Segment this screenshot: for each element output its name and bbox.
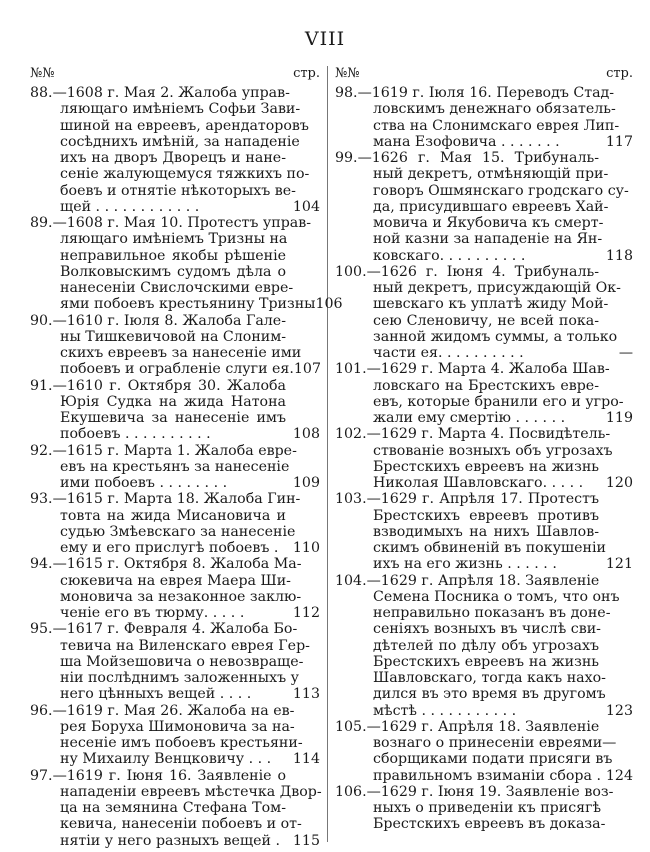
entry-line: 102.—1629 г. Марта 4. Посвидѣтель- xyxy=(335,426,611,443)
entry-line: ловскимъ денежнаго обязатель- xyxy=(373,101,616,118)
page-ref: 106 xyxy=(315,296,343,313)
entry-line: 106.—1629 г. Іюня 19. Заявленіе воз- xyxy=(335,783,614,800)
page-ref: 104 xyxy=(292,198,320,215)
entry-line: сеніе жалующемуся тяжкихъ по- xyxy=(60,166,310,183)
entry-text: жали ему смертію . . . . . . xyxy=(373,410,566,426)
entry-line: 90.—1610 г. Іюля 8. Жалоба Гале- xyxy=(30,312,286,329)
entry-line: моновича за незаконное заклю- xyxy=(60,588,302,605)
page-number: VIII xyxy=(304,28,346,50)
entry-line: боевъ и отнятіе нѣкоторыхъ ве- xyxy=(60,182,296,199)
entry-text: ими побоевъ . . . . . . . . xyxy=(60,475,228,491)
entry-line: 94.—1615 г. Октября 8. Жалоба Ма- xyxy=(30,556,302,573)
entry-line: кевича, нанесеніи побоевъ и от- xyxy=(60,816,302,833)
page-ref: 118 xyxy=(605,247,633,264)
entry-line: дился въ это время въ другомъ xyxy=(373,686,606,703)
column-divider xyxy=(327,66,328,842)
entry-line xyxy=(373,703,633,719)
entry-line xyxy=(60,605,320,621)
toc-entry xyxy=(30,491,320,556)
entry-line: неправильно показанъ въ доне- xyxy=(373,605,611,621)
entry-line: 101.—1629 г. Марта 4. Жалоба Шав- xyxy=(335,361,610,378)
entry-line: Брестскихъ евреевъ въ доказа- xyxy=(373,816,606,833)
entry-line xyxy=(60,686,320,702)
entry-line: 88.—1608 г. Мая 2. Жалоба управ- xyxy=(30,85,290,101)
toc-entry xyxy=(30,215,343,313)
entry-line xyxy=(373,410,633,426)
entry-line: тевича на Виленскаго еврея Гер- xyxy=(60,637,310,654)
entry-line: 93.—1615 г. Марта 18. Жалоба Гин- xyxy=(30,491,301,508)
page-ref: 124 xyxy=(605,767,633,784)
entry-line xyxy=(373,556,633,572)
entry-line xyxy=(373,134,633,150)
entry-line: неправильное якобы рѣшеніе xyxy=(60,247,286,264)
page-ref: 115 xyxy=(292,832,320,849)
entry-line: евъ, которые бранили его и угро- xyxy=(373,393,624,410)
entry-line xyxy=(60,540,320,556)
page-label: стр. xyxy=(293,66,320,81)
entry-line: мовича и Якубовича къ смерт- xyxy=(373,215,604,231)
entry-line: ный декретъ, отмѣняющій при- xyxy=(373,166,609,183)
entry-text: ями побоевъ крестьянину Тризны xyxy=(60,296,316,313)
entry-line: евъ на крестьянъ за нанесеніе xyxy=(60,458,290,475)
entry-line: 95.—1617 г. Февраля 4. Жалоба Бо- xyxy=(30,621,298,638)
entry-line: сборщиками подати присяги въ xyxy=(373,751,613,768)
page-ref: 113 xyxy=(292,686,320,703)
entry-line: ловскаго на Брестскихъ евре- xyxy=(373,377,599,394)
entry-line xyxy=(373,248,633,264)
entry-line: скихъ евреевъ за нанесеніе ими xyxy=(60,345,302,361)
entry-line: 105.—1629 г. Апрѣля 18. Заявленіе xyxy=(335,718,600,735)
toc-entry xyxy=(335,361,633,426)
toc-entry xyxy=(30,378,320,443)
number-label: №№ xyxy=(30,66,55,81)
toc-column-left xyxy=(30,66,343,849)
page-ref: 114 xyxy=(292,751,320,768)
entry-line: скимъ обвиненій въ покушеніи xyxy=(373,540,606,556)
entry-line: ны Тишкевичовой на Слоним- xyxy=(60,328,287,345)
entry-line: говоръ Ошмянскаго гродскаго су- xyxy=(373,182,629,199)
entry-line: ша Мойзешовича о невозвраще- xyxy=(60,653,304,670)
toc-entry xyxy=(30,621,320,702)
entry-line: Шавловскаго, тогда какъ нахо- xyxy=(373,670,606,686)
page-ref: 107 xyxy=(293,361,321,378)
entry-line xyxy=(60,426,320,442)
toc-entry xyxy=(335,719,633,784)
entry-line: да, присудившаго евреевъ Хай- xyxy=(373,198,609,215)
page-ref: 117 xyxy=(605,133,633,150)
entry-line: шиной на евреевъ, арендаторовъ xyxy=(60,117,309,134)
entry-line: Брестскихъ евреевъ на жизнь xyxy=(373,458,599,475)
entry-line: Волковыскимъ судомъ дѣла о xyxy=(60,263,286,280)
entry-line xyxy=(60,361,320,377)
toc-entry xyxy=(30,703,320,768)
toc-entry xyxy=(30,85,320,215)
entry-line: ный декретъ, присуждающій Ок- xyxy=(373,280,621,296)
entry-text: Николая Шавловскаго. . . . . xyxy=(373,475,584,491)
entry-line: 96.—1619 г. Мая 26. Жалоба на ев- xyxy=(30,702,295,719)
toc-entry xyxy=(335,784,633,833)
entry-text: правильномъ взиманіи сбора . xyxy=(373,767,601,784)
page-ref: 110 xyxy=(292,540,320,556)
entry-line xyxy=(60,751,320,767)
toc-entry xyxy=(30,313,320,378)
entry-line: занной жидомъ суммы, а только xyxy=(373,328,618,345)
column-header xyxy=(335,66,633,85)
entry-text: ченіе его въ тюрму. . . . . xyxy=(60,605,245,621)
entry-line xyxy=(373,345,633,361)
entry-line: нападеніи евреевъ мѣстечка Двор- xyxy=(60,783,322,800)
toc-entry xyxy=(335,85,633,150)
entry-line: несеніе имъ побоевъ крестьяни- xyxy=(60,735,303,751)
entry-line: 99.—1626 г. Мая 15. Трибуналь- xyxy=(335,150,599,166)
entry-line: 89.—1608 г. Мая 10. Протестъ управ- xyxy=(30,215,312,231)
page-label: стр. xyxy=(606,66,633,81)
toc-entry xyxy=(335,264,633,362)
entry-line: 100.—1626 г. Іюня 4. Трибуналь- xyxy=(335,263,599,280)
entry-line: товта на жида Мисановича и xyxy=(60,507,286,524)
entry-line: сосѣднихъ имѣній, за нападеніе xyxy=(60,133,300,150)
entry-line: ляющаго имѣніемъ Тризны на xyxy=(60,231,288,248)
entry-line: вознаго о принесеніи евреями— xyxy=(373,735,617,751)
entry-line: нанесеніи Свислочскими евре- xyxy=(60,280,294,296)
entry-line: 91.—1610 г. Октября 30. Жалоба xyxy=(30,377,286,394)
entry-line xyxy=(60,475,320,491)
entry-line: ныхъ о приведеніи къ присягѣ xyxy=(373,800,602,816)
toc-column-right xyxy=(335,66,633,833)
entry-line: ніи послѣднимъ заложенныхъ у xyxy=(60,670,299,686)
entry-line: ствованіе возныхъ объ угрозахъ xyxy=(373,442,613,459)
entry-line: 97.—1619 г. Іюня 16. Заявленіе о xyxy=(30,767,286,784)
entry-line: 98.—1619 г. Іюля 16. Переводъ Стад- xyxy=(335,85,615,101)
entry-line xyxy=(373,475,633,491)
entry-text: побоевъ и ограбленіе слуги ея. xyxy=(60,361,294,378)
entry-line xyxy=(60,296,343,313)
page-ref: 123 xyxy=(605,702,633,719)
entry-line: ляющаго имѣніемъ Софьи Зави- xyxy=(60,101,301,118)
entry-line xyxy=(373,768,633,784)
entry-line: Екушевича за нанесеніе имъ xyxy=(60,410,286,426)
entry-line: Брестскихъ евреевъ противъ xyxy=(373,507,599,524)
toc-entry xyxy=(335,426,633,491)
entry-line: судью Змѣевскаго за нанесеніе xyxy=(60,523,296,540)
entry-line: ихъ на дворъ Дворецъ и нане- xyxy=(60,150,286,166)
column-header xyxy=(30,66,320,85)
page-ref: 120 xyxy=(605,475,633,491)
entry-text: мѣстѣ . . . . . . . . . . . xyxy=(373,702,517,719)
entry-line: 104.—1629 г. Апрѣля 18. Заявленіе xyxy=(335,572,600,589)
toc-entry xyxy=(30,443,320,492)
entry-line: Брестскихъ евреевъ на жизнь xyxy=(373,653,599,670)
entry-line: 92.—1615 г. Марта 1. Жалоба евре- xyxy=(30,442,297,459)
entry-line: ца на земянина Стефана Том- xyxy=(60,800,286,816)
toc-entry xyxy=(335,491,633,572)
entry-line: взводимыхъ на нихъ Шавлов- xyxy=(373,523,599,540)
entry-text: ну Михаилу Венцковичу . . . xyxy=(60,751,272,768)
entry-line: Семена Посника о томъ, что онъ xyxy=(373,588,620,605)
page-ref: 108 xyxy=(292,426,320,443)
entry-line: ной казни за нападеніе на Ян- xyxy=(373,231,603,248)
entry-line: рея Боруха Шимоновича за на- xyxy=(60,718,295,735)
entry-text: ему и его прислугѣ побоевъ . xyxy=(60,540,279,556)
entry-text: мана Езофовича . . . . . . . xyxy=(373,133,560,150)
entry-text: ихъ на его жизнь . . . . . . xyxy=(373,556,557,573)
entry-line xyxy=(60,833,320,849)
entry-text: ковскаго. . . . . . . . . . xyxy=(373,247,526,264)
number-label: №№ xyxy=(335,66,360,81)
entry-text: щей . . . . . . . . . . . . xyxy=(60,198,200,215)
entry-line: дѣтелей по дѣлу объ угрозахъ xyxy=(373,637,599,654)
entry-line: сеніяхъ возныхъ въ числѣ сви- xyxy=(373,621,601,638)
toc-entry xyxy=(335,150,633,264)
page-ref: 119 xyxy=(605,410,633,426)
entry-line xyxy=(60,199,320,215)
entry-text: побоевъ . . . . . . . . . . xyxy=(60,426,211,443)
entry-line: ства на Слонимскаго еврея Лип- xyxy=(373,117,620,134)
toc-entry xyxy=(335,573,633,719)
entry-text: нятіи у него разныхъ вещей . xyxy=(60,832,280,849)
page-ref: 121 xyxy=(605,556,633,573)
entry-text: него цѣнныхъ вещей . . . . xyxy=(60,686,252,703)
entry-line: сюкевича на еврея Маера Ши- xyxy=(60,572,291,589)
page-ref: 112 xyxy=(292,605,320,621)
page-ref: — xyxy=(618,345,633,361)
page-ref: 109 xyxy=(292,475,320,491)
toc-entry xyxy=(30,768,320,849)
entry-text: части ея. . . . . . . . . . xyxy=(373,345,524,361)
entry-line: 103.—1629 г. Апрѣля 17. Протестъ xyxy=(335,491,599,508)
entry-line: Юрія Судка на жида Натона xyxy=(60,393,286,410)
entry-line: шевскаго къ уплатѣ жиду Мой- xyxy=(373,296,609,313)
toc-entry xyxy=(30,556,320,621)
entry-line: сею Сленовичу, не всей пока- xyxy=(373,312,599,329)
